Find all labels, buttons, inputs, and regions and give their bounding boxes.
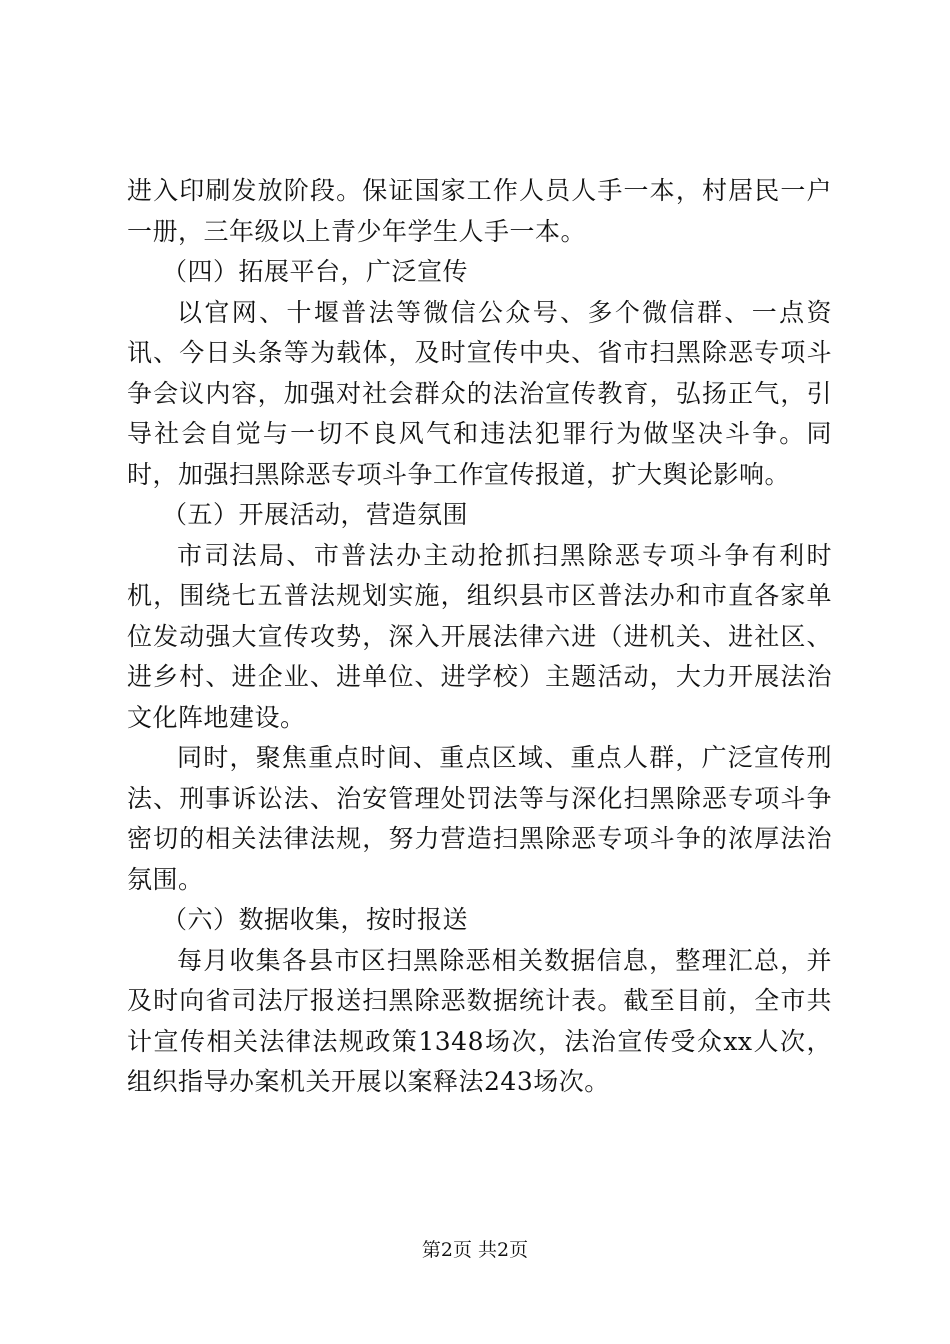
page-number-footer: 第2页 共2页 [421, 1239, 529, 1261]
section-heading-5: （五）开展活动，营造氛围 [162, 500, 469, 529]
paragraph-activities: 市司法局、市普法办主动抢抓扫黑除恶专项斗争有利时机，围绕七五普法规划实施，组织县市区普法办和市直各家单位发动强大宣传攻势，深入开展法律六进（进机关、进社区、进乡村、进企业、进单位、进学校）主题活动，大力开展法治文化阵地建设。 [127, 540, 832, 732]
section-heading-4: （四）拓展平台，广泛宣传 [162, 257, 469, 286]
section-heading-6: （六）数据收集，按时报送 [162, 905, 469, 934]
paragraph-continuation: 进入印刷发放阶段。保证国家工作人员人手一本，村居民一户一册，三年级以上青少年学生人手一本。 [127, 176, 832, 246]
paragraph-focus: 同时，聚焦重点时间、重点区域、重点人群，广泛宣传刑法、刑事诉讼法、治安管理处罚法等与深化扫黑除恶专项斗争密切的相关法律法规，努力营造扫黑除恶专项斗争的浓厚法治氛围。 [127, 743, 832, 894]
paragraph-platform: 以官网、十堰普法等微信公众号、多个微信群、一点资讯、今日头条等为载体，及时宣传中央、省市扫黑除恶专项斗争会议内容，加强对社会群众的法治宣传教育，弘扬正气，引导社会自觉与一切不良风气和违法犯罪行为做坚决斗争。同时，加强扫黑除恶专项斗争工作宣传报道，扩大舆论影响。 [127, 297, 832, 489]
document-body [127, 171, 832, 1103]
paragraph-data: 每月收集各县市区扫黑除恶相关数据信息，整理汇总，并及时向省司法厅报送扫黑除恶数据统计表。截至目前，全市共计宣传相关法律法规政策1348场次，法治宣传受众xx人次，组织指导办案机关开展以案释法243场次。 [127, 945, 832, 1096]
